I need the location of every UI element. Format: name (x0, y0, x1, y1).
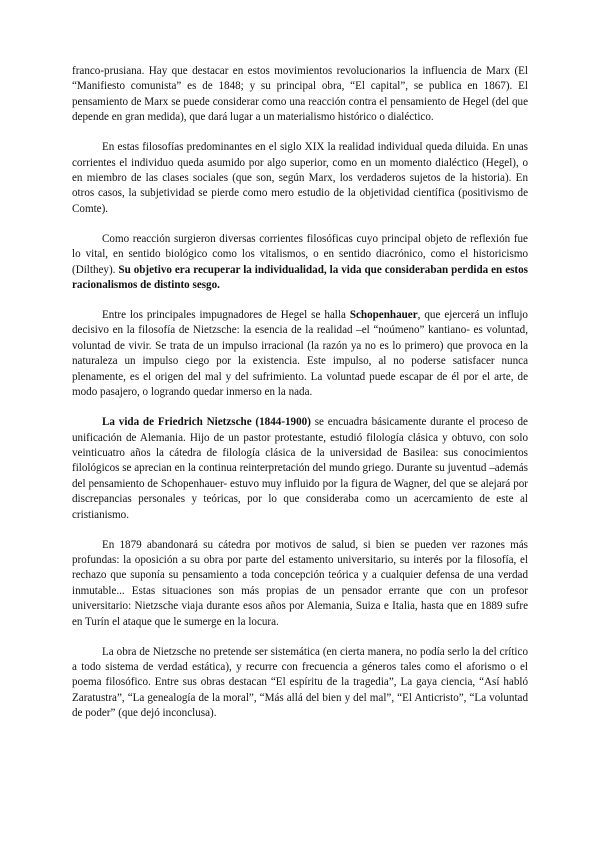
bold-text-segment: La vida de Friedrich Nietzsche (1844-1900) (102, 416, 311, 429)
bold-text-segment: Schopenhauer (349, 309, 418, 322)
paragraph-schopenhauer (72, 308, 528, 400)
paragraph-vitalismos (72, 232, 528, 294)
text-segment: En 1879 abandonará su cátedra por motivos de salud, si bien se pueden ver razones más profundas: la oposición a su obra por parte del estamento universitario, su interés por la filosofía, el rechazo que suponía su pensamiento a toda concepción teórica y a cualquier defensa de una verdad inmutable... Estas situaciones son más propias de un pensador errante que con un profesor universitario: Nietzsche viaja durante esos años por Alemania, Suiza e Italia, hasta que en 1889 sufre en Turín el ataque que le sumerge en la locura. (72, 538, 528, 628)
paragraph-vida-nietzsche (72, 415, 528, 523)
text-segment: Como reacción surgieron diversas corrientes filosóficas cuyo principal objeto de reflexión fue lo vital, en sentido biológico como los vitalismos, o en sentido diacrónico, como el historicismo (Dilthey). (72, 232, 528, 276)
paragraph-marx (72, 64, 528, 126)
text-segment: La obra de Nietzsche no pretende ser sistemática (en cierta manera, no podía serlo la del crítico a todo sistema de verdad estática), y recurre con frecuencia a géneros tales como el aforismo o el poema filosófico. Entre sus obras destacan “El espíritu de la tragedia”, La gaya ciencia, “Así habló Zaratustra”, “La genealogía de la moral”, “Más allá del bien y del mal”, “El Anticristo”, “La voluntad de poder” (que dejó inconclusa). (72, 645, 528, 720)
text-segment: se encuadra básicamente durante el proceso de unificación de Alemania. Hijo de un pastor protestante, estudió filología clásica y obtuvo, con solo veinticuatro años la cátedra de filología clásica de la universidad de Basilea: sus conocimientos filológicos se aprecian en la continua reinterpretación del mundo griego. Durante su juventud –además del pensamiento de Schopenhauer- estuvo muy influido por la figura de Wagner, del que se alejará por discrepancias personales y teóricas, por lo que consideraba como un acercamiento de este al cristianismo. (72, 416, 528, 521)
document-page (72, 64, 528, 736)
bold-text-segment: Su objetivo era recuperar la individualidad, la vida que consideraban perdida en estos racionalismos de distinto sesgo. (72, 263, 528, 292)
paragraph-1879 (72, 538, 528, 630)
text-segment: franco-prusiana. Hay que destacar en estos movimientos revolucionarios la influencia de Marx (El “Manifiesto comunista” es de 1848; y su principal obra, “El capital”, se publica en 1867). El pensamiento de Marx se puede considerar como una reacción contra el pensamiento de Hegel (del que depende en gran medida), que dará lugar a un materialismo histórico o dialéctico. (72, 65, 528, 124)
paragraph-obra-nietzsche (72, 645, 528, 722)
paragraph-individual-diluida (72, 140, 528, 217)
text-segment: Entre los principales impugnadores de Hegel se halla (102, 309, 350, 322)
text-segment: , que ejercerá un influjo decisivo en la filosofía de Nietzsche: la esencia de la realidad –el “noúmeno” kantiano- es voluntad, voluntad de vivir. Se trata de un impulso irracional (la razón ya no es lo primero) que provoca en la naturaleza un impulso ciego por la existencia. Este impulso, al no poderse satisfacer nunca plenamente, es el origen del mal y del sufrimiento. La voluntad puede escapar de él por el arte, de modo pasajero, o logrando quedar inmerso en la nada. (72, 309, 528, 399)
text-segment: En estas filosofías predominantes en el siglo XIX la realidad individual queda diluida. En unas corrientes el individuo queda asumido por algo superior, como en un momento dialéctico (Hegel), o en miembro de las clases sociales (que son, según Marx, los verdaderos sujetos de la historia). En otros casos, la subjetividad se pierde como mero estudio de la objetividad científica (positivismo de Comte). (72, 141, 528, 215)
